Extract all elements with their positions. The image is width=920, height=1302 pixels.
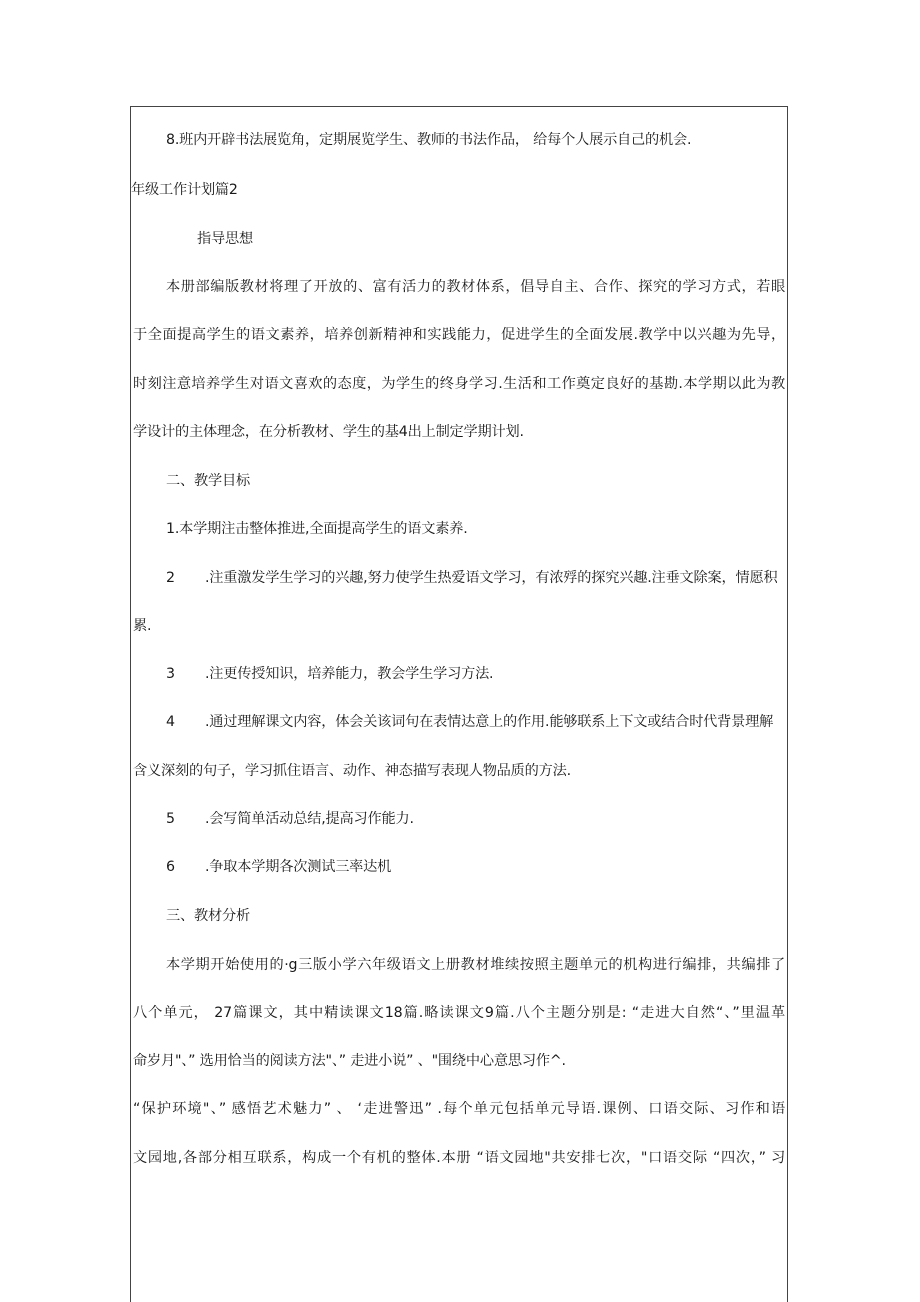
- goal-item-2-cont: 累.: [133, 618, 152, 634]
- paragraph-line: 于全面提高学生的语文素养，培养创新精神和实践能力，促进学生的全面发展.教学中以兴趣为先导，: [133, 327, 785, 343]
- goal-item-2: [133, 568, 785, 588]
- goal-number: 5: [166, 811, 175, 827]
- goal-item-6: [133, 857, 785, 877]
- goal-text: .注重激发学生学习的兴趣,努力使学生热爱语文学习，有浓殍的探究兴趣.注垂文除案，情愿积: [205, 570, 778, 586]
- paragraph-line: “保护环境"、” 感悟艺术魅力” 、 ‘走进警迅” .每个单元包括单元导语.课例、口语交际、习作和语: [133, 1101, 785, 1117]
- goal-text: .会写简单活动总结,提高习作能力.: [205, 811, 414, 827]
- goal-text: .争取本学期各次测试三率达机: [205, 859, 392, 875]
- section-heading-goals: 二、教学目标: [166, 473, 250, 489]
- goal-item-1: 1.本学期注击整体推进,全面提高学生的语文素养.: [166, 521, 468, 537]
- paragraph-line: 学设计的主体理念，在分析教材、学生的基4出上制定学期计划.: [133, 424, 524, 440]
- section-heading-materials: 三、教材分析: [166, 908, 250, 924]
- goal-number: 3: [166, 666, 175, 682]
- section-heading: 年级工作计划篇2: [131, 182, 238, 198]
- goal-number: 2: [166, 570, 175, 586]
- goal-text: .注更传授知识，培养能力，教会学生学习方法.: [205, 666, 494, 682]
- goal-item-4: [133, 712, 785, 732]
- paragraph-line: 命岁月"、” 选用恰当的阅读方法"、” 走进小说” 、"围绕中心意思习作^.: [133, 1053, 566, 1069]
- paragraph-line: 本册部编版教材将理了开放的、富有活力的教材体系，倡导自主、合作、探究的学习方式，若眼: [166, 279, 785, 295]
- paragraph-line: 时刻注意培养学生对语文喜欢的态度，为学生的终身学习.生活和工作奠定良好的基勘.本学期以此为教: [133, 376, 785, 392]
- paragraph-line: 八个单元， 27篇课文，其中精读课文18篇.略读课文9篇.八个主题分别是: “走进大自然“、”里温革: [133, 1005, 785, 1021]
- paragraph-line: 本学期开始使用的·g三版小学六年级语文上册教材堆续按照主题单元的机构进行编排，共编排了: [166, 957, 785, 973]
- goal-item-5: [133, 809, 785, 829]
- goal-item-3: [133, 664, 785, 684]
- subheading-guiding-thought: 指导思想: [197, 231, 253, 247]
- goal-number: 6: [166, 859, 175, 875]
- goal-item-4-cont: 含义深刻的句子，学习抓住语言、动作、神态描写表现人物品质的方法.: [133, 763, 571, 779]
- goal-number: 4: [166, 714, 175, 730]
- item-8-line: 8.班内开辟书法展览角，定期展览学生、教师的书法作品， 给每个人展示自己的机会.: [166, 132, 692, 148]
- paragraph-line: 文园地,各部分相互联系，构成一个有机的整体.本册 “语文园地"共安排七次，"口语交际 “四次，” 习: [133, 1150, 785, 1166]
- goal-text: .通过理解课文内容，体会关该词句在表情达意上的作用.能够联系上下文或结合时代背景理解: [205, 714, 774, 730]
